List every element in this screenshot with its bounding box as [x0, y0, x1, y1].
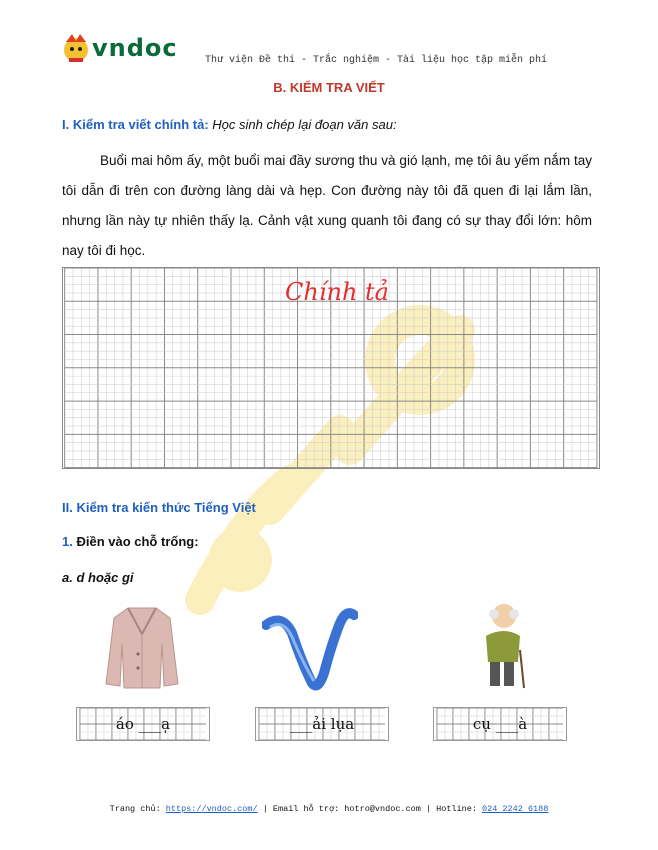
- section-1-instruction: Học sinh chép lại đoạn văn sau:: [212, 117, 397, 132]
- footer-home-label: Trang chủ:: [109, 804, 166, 814]
- question-1-number: 1.: [62, 534, 73, 549]
- answer-box-2-text: ___ải lụa: [289, 715, 355, 733]
- site-tagline: Thư viện Đề thi - Trắc nghiệm - Tài liệu học tập miễn phí: [205, 55, 548, 66]
- page-title: B. KIỂM TRA VIẾT: [273, 80, 385, 95]
- section-1-heading-text: I. Kiểm tra viết chính tả:: [62, 117, 209, 132]
- old-man-image: [474, 600, 530, 690]
- answer-box-1[interactable]: [76, 707, 210, 741]
- answer-box-3[interactable]: [433, 707, 567, 741]
- answer-box-1-text: áo ___a̩: [115, 715, 171, 733]
- answer-box-3-text: cụ ___à: [472, 715, 528, 733]
- footer-home-link[interactable]: https://vndoc.com/: [165, 804, 258, 814]
- dictation-paragraph: Buổi mai hôm ấy, một buổi mai đầy sương thu và gió lạnh, mẹ tôi âu yếm nắm tay tôi dẫn đi trên con đường làng dài và hẹp. Con đường này tôi đã quen đi lại lắm lần, nhưng lần này tự nhiên thấy lạ. Cảnh vật xung quanh tôi đang có sự thay đổi lớn: hôm nay tôi đi học.: [62, 153, 592, 258]
- sub-question-a: a. d hoặc gi: [62, 570, 134, 585]
- grid-label: Chính tả: [285, 278, 389, 306]
- section-2-heading: II. Kiểm tra kiến thức Tiếng Việt: [62, 500, 256, 515]
- question-1-text: Điền vào chỗ trống:: [76, 534, 199, 549]
- footer-email-label: | Email hỗ trợ: hotro@vndoc.com | Hotline:: [257, 804, 483, 814]
- answer-box-2[interactable]: [255, 707, 389, 741]
- coat-image: [104, 604, 180, 690]
- page-footer: [0, 804, 658, 814]
- vndoc-logo[interactable]: vndoc: [92, 34, 178, 62]
- silk-ribbon-image: [262, 603, 358, 693]
- question-1: [62, 534, 199, 549]
- footer-hotline[interactable]: 024 2242 6188: [482, 804, 549, 814]
- vndoc-mascot-icon: [60, 32, 92, 66]
- section-1-heading: [62, 117, 397, 132]
